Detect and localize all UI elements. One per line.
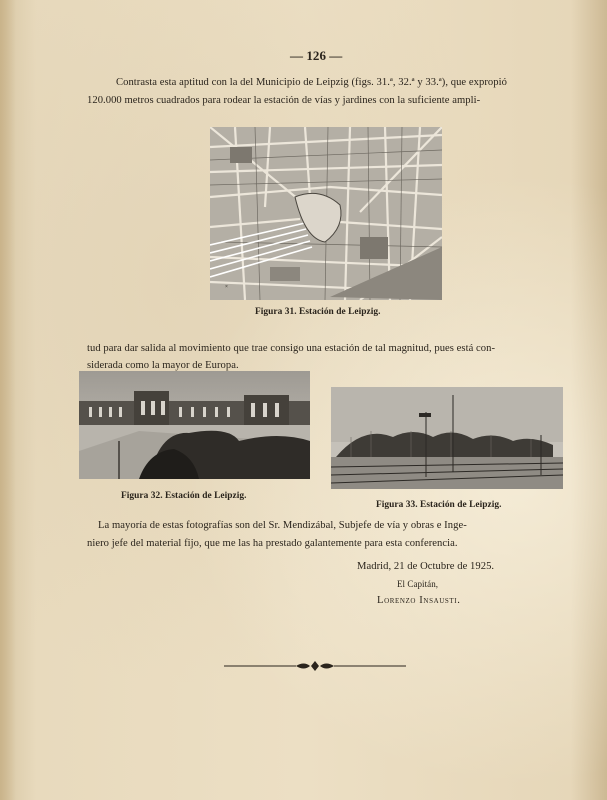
paragraph-3-line-2: niero jefe del material fijo, que me las ha prestado galantemente para esta conferencia. [87,538,458,549]
signature-name: Lorenzo Insausti. [377,595,461,606]
figure-33-caption: Figura 33. Estación de Leipzig. [376,500,502,510]
figure-31-caption: Figura 31. Estación de Leipzig. [255,307,381,317]
train-shed-image [331,387,563,489]
figure-32-caption: Figura 32. Estación de Leipzig. [121,491,247,501]
signature-rank: El Capitán, [397,579,439,589]
paragraph-2-line-1: tud para dar salida al movimiento que trae consigo una estación de tal magnitud, pues está con- [87,343,496,354]
figure-31-map [210,127,442,300]
page-number: — 126 — [290,48,343,63]
paragraph-1-line-2: 120.000 metros cuadrados para rodear la estación de vías y jardines con la suficiente ampli- [87,95,481,106]
figure-33-photo [331,387,563,489]
paragraph-3-line-1: La mayoría de estas fotografías son del Sr. Mendizábal, Subjefe de vía y obras e Inge- [98,520,467,531]
svg-text:×: × [225,284,228,290]
signature-place-date: Madrid, 21 de Octubre de 1925. [357,561,495,572]
leipzig-map-image [210,127,442,300]
paragraph-1-line-1: Contrasta esta aptitud con la del Municipio de Leipzig (figs. 31.ª, 32.ª y 33.ª), que expropió [116,77,507,88]
station-building-image [79,371,310,479]
page-spine-shadow [0,0,16,800]
figure-32-photo [79,371,310,479]
paragraph-2-line-2: siderada como la mayor de Europa. [87,360,239,371]
ornament-divider-icon [224,659,406,673]
